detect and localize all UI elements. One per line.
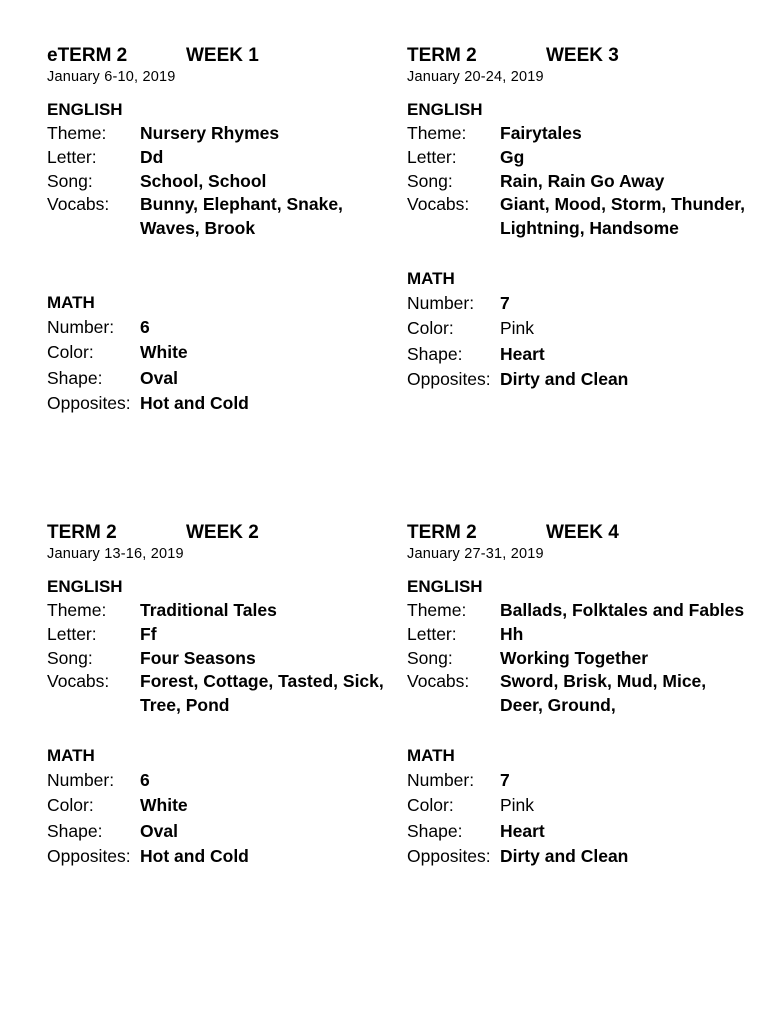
color-label: Color: [407, 795, 454, 816]
number-row [407, 768, 747, 794]
english-heading: ENGLISH [47, 100, 123, 119]
letter-label: Letter: [407, 623, 457, 644]
card-header [47, 521, 387, 545]
week-label: WEEK 2 [186, 522, 259, 543]
shape-label: Shape: [47, 367, 103, 388]
theme-row [407, 599, 747, 623]
math-heading: MATH [407, 268, 455, 288]
number-label: Number: [47, 316, 115, 337]
week-label: WEEK 1 [186, 45, 259, 66]
theme-label: Theme: [47, 123, 107, 143]
song-label: Song: [407, 170, 453, 191]
song-value: Rain, Rain Go Away [500, 170, 665, 191]
theme-value: Ballads, Folktales and Fables [500, 600, 745, 620]
color-value: White [140, 342, 188, 363]
shape-label: Shape: [47, 820, 103, 841]
song-value: Four Seasons [140, 647, 256, 668]
theme-value: Nursery Rhymes [140, 123, 280, 143]
term-label: TERM 2 [407, 45, 477, 66]
number-value: 6 [140, 769, 150, 790]
card-header [47, 44, 387, 68]
letter-row [47, 623, 387, 647]
song-label: Song: [47, 647, 93, 668]
song-value: Working Together [500, 647, 649, 668]
letter-value: Hh [500, 623, 524, 644]
vocabs-row [407, 193, 747, 241]
week-card-1 [47, 44, 387, 417]
letter-label: Letter: [47, 146, 97, 167]
math-heading: MATH [407, 745, 455, 765]
vocabs-row [47, 670, 387, 718]
theme-value: Fairytales [500, 123, 582, 143]
math-heading: MATH [47, 745, 95, 765]
letter-row [407, 623, 747, 647]
theme-row [47, 122, 387, 146]
english-heading: ENGLISH [407, 100, 483, 119]
vocabs-label: Vocabs: [407, 194, 470, 215]
number-label: Number: [47, 769, 115, 790]
vocabs-label: Vocabs: [407, 671, 470, 692]
color-value: White [140, 795, 188, 816]
number-row [407, 291, 747, 317]
vocabs-value: Giant, Mood, Storm, Thunder, Lightning, Handsome [500, 194, 745, 239]
shape-value: Oval [140, 820, 178, 841]
theme-row [407, 122, 747, 146]
letter-row [47, 146, 387, 170]
song-value: School, School [140, 170, 267, 191]
letter-label: Letter: [407, 146, 457, 167]
opposites-row [407, 844, 747, 870]
shape-label: Shape: [407, 343, 463, 364]
vocabs-value: Bunny, Elephant, Snake, Waves, Brook [140, 194, 343, 239]
week-card-4 [407, 521, 747, 870]
song-row [47, 647, 387, 671]
term-label: eTERM 2 [47, 45, 128, 66]
opposites-row [47, 844, 387, 870]
shape-row [407, 819, 747, 845]
number-label: Number: [407, 769, 475, 790]
opposites-label: Opposites: [47, 846, 131, 867]
color-label: Color: [47, 342, 94, 363]
math-heading: MATH [47, 292, 95, 312]
theme-label: Theme: [47, 600, 107, 620]
color-row [407, 793, 747, 819]
song-label: Song: [47, 170, 93, 191]
term-label: TERM 2 [47, 522, 117, 543]
color-row [47, 793, 387, 819]
opposites-value: Dirty and Clean [500, 846, 629, 867]
color-value: Pink [500, 318, 535, 339]
letter-value: Dd [140, 146, 164, 167]
number-label: Number: [407, 292, 475, 313]
number-value: 6 [140, 316, 150, 337]
theme-value: Traditional Tales [140, 600, 277, 620]
opposites-value: Hot and Cold [140, 846, 249, 867]
theme-row [47, 599, 387, 623]
number-row [47, 315, 387, 341]
shape-label: Shape: [407, 820, 463, 841]
shape-value: Heart [500, 343, 545, 364]
opposites-value: Dirty and Clean [500, 369, 629, 390]
term-label: TERM 2 [407, 522, 477, 543]
vocabs-label: Vocabs: [47, 671, 110, 692]
song-row [47, 170, 387, 194]
vocabs-value: Sword, Brisk, Mud, Mice, Deer, Ground, [500, 671, 707, 716]
opposites-label: Opposites: [407, 846, 491, 867]
letter-label: Letter: [47, 623, 97, 644]
card-header [407, 521, 747, 545]
week-date: January 20-24, 2019 [407, 69, 544, 85]
letter-value: Ff [140, 623, 157, 644]
song-row [407, 170, 747, 194]
opposites-label: Opposites: [407, 369, 491, 390]
color-row [47, 340, 387, 366]
week-date: January 27-31, 2019 [407, 546, 544, 562]
color-label: Color: [407, 318, 454, 339]
song-label: Song: [407, 647, 453, 668]
week-date: January 6-10, 2019 [47, 69, 176, 85]
week-label: WEEK 4 [546, 522, 619, 543]
opposites-value: Hot and Cold [140, 393, 249, 414]
opposites-row [407, 367, 747, 393]
letter-value: Gg [500, 146, 525, 167]
theme-label: Theme: [407, 600, 467, 620]
opposites-row [47, 391, 387, 417]
vocabs-row [407, 670, 747, 718]
shape-value: Oval [140, 367, 178, 388]
theme-label: Theme: [407, 123, 467, 143]
vocabs-row [47, 193, 387, 241]
color-label: Color: [47, 795, 94, 816]
color-row [407, 316, 747, 342]
letter-row [407, 146, 747, 170]
week-card-2 [47, 521, 387, 870]
number-value: 7 [500, 292, 510, 313]
number-row [47, 768, 387, 794]
english-heading: ENGLISH [47, 577, 123, 596]
opposites-label: Opposites: [47, 393, 131, 414]
shape-row [47, 366, 387, 392]
vocabs-label: Vocabs: [47, 194, 110, 215]
color-value: Pink [500, 795, 535, 816]
english-heading: ENGLISH [407, 577, 483, 596]
card-header [407, 44, 747, 68]
shape-value: Heart [500, 820, 545, 841]
vocabs-value: Forest, Cottage, Tasted, Sick, Tree, Pond [140, 671, 384, 716]
shape-row [47, 819, 387, 845]
number-value: 7 [500, 769, 510, 790]
week-date: January 13-16, 2019 [47, 546, 184, 562]
week-card-3 [407, 44, 747, 393]
week-label: WEEK 3 [546, 45, 619, 66]
shape-row [407, 342, 747, 368]
song-row [407, 647, 747, 671]
